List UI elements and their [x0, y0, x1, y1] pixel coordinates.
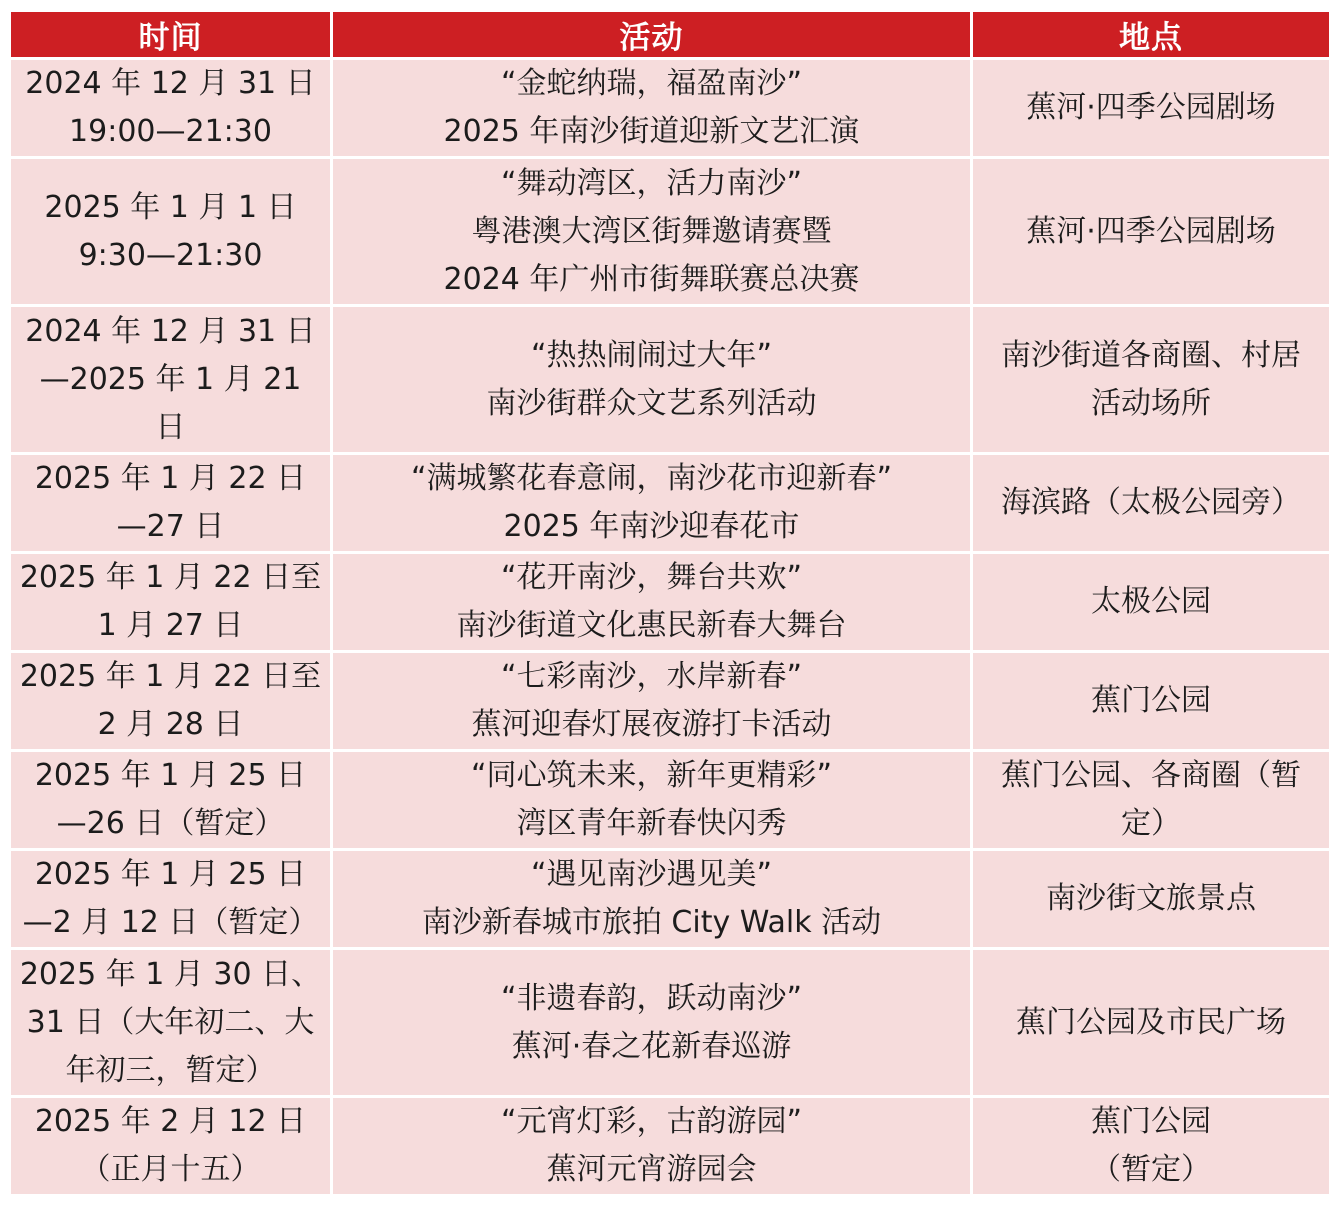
table-row	[10, 1097, 1331, 1196]
table-row	[10, 306, 1331, 454]
activity-text-line: 蕉河迎春灯展夜游打卡活动	[471, 707, 832, 742]
place-text-line: 海滨路（太极公园旁）	[1001, 485, 1301, 520]
activity-cell	[332, 553, 972, 652]
time-cell	[10, 306, 332, 454]
place-cell	[972, 553, 1331, 652]
activity-text-line: 粤港澳大湾区街舞邀请赛暨	[471, 213, 832, 249]
place-text-line: 南沙街道各商圈、村居	[1001, 337, 1301, 373]
table-row	[10, 158, 1331, 306]
activity-text-line: 湾区青年新春快闪秀	[516, 806, 787, 841]
activity-text-line: 2024 年广州市街舞联赛总决赛	[443, 261, 860, 297]
time-text-line: —2025 年 1 月 21	[39, 361, 302, 397]
header-row	[10, 11, 1331, 59]
place-text-line: 蕉河·四季公园剧场	[1026, 213, 1276, 249]
header-time: 时间	[10, 11, 332, 59]
time-text-line: 2025 年 1 月 1 日	[44, 189, 297, 225]
table-row	[10, 949, 1331, 1097]
activity-text-line: “非遗春韵，跃动南沙”	[500, 980, 803, 1016]
time-cell	[10, 1097, 332, 1196]
time-text-line: 2025 年 1 月 22 日至	[19, 560, 322, 595]
time-text-line: 2024 年 12 月 31 日	[25, 66, 316, 101]
place-text-line: 蕉门公园	[1091, 1104, 1211, 1139]
time-text-line: 1 月 27 日	[97, 608, 244, 643]
place-cell	[972, 306, 1331, 454]
time-text-line: 日	[155, 409, 186, 445]
place-text-line: 南沙街文旅景点	[1046, 881, 1256, 916]
place-cell	[972, 949, 1331, 1097]
time-cell	[10, 652, 332, 751]
table-body	[10, 59, 1331, 1196]
activity-text-line: “遇见南沙遇见美”	[530, 857, 773, 892]
place-text-line: 活动场所	[1091, 385, 1211, 421]
activity-text-line: 南沙街群众文艺系列活动	[486, 385, 817, 421]
activity-text-line: 2025 年南沙迎春花市	[503, 509, 800, 544]
time-text-line: 19:00—21:30	[69, 114, 272, 149]
header-activity: 活动	[332, 11, 972, 59]
time-cell	[10, 59, 332, 158]
place-cell	[972, 1097, 1331, 1196]
time-text-line: —2 月 12 日（暂定）	[22, 905, 319, 940]
time-text-line: —26 日（暂定）	[56, 806, 285, 841]
activity-text-line: 2025 年南沙街道迎新文艺汇演	[443, 114, 860, 149]
place-text-line: 蕉门公园、各商圈（暂	[1001, 758, 1301, 793]
time-text-line: （正月十五）	[80, 1152, 261, 1187]
time-text-line: 2025 年 1 月 22 日	[34, 461, 307, 496]
place-cell	[972, 59, 1331, 158]
place-cell	[972, 158, 1331, 306]
activity-cell	[332, 1097, 972, 1196]
table-row	[10, 751, 1331, 850]
time-text-line: 2 月 28 日	[97, 707, 244, 742]
time-text-line: 2025 年 2 月 12 日	[34, 1104, 307, 1139]
time-cell	[10, 553, 332, 652]
activity-text-line: 蕉河元宵游园会	[546, 1152, 757, 1187]
time-text-line: 2025 年 1 月 25 日	[34, 758, 307, 793]
time-cell	[10, 454, 332, 553]
activity-cell	[332, 949, 972, 1097]
activity-text-line: “舞动湾区，活力南沙”	[500, 165, 803, 201]
activity-text-line: 南沙新春城市旅拍 City Walk 活动	[421, 905, 882, 940]
time-cell	[10, 949, 332, 1097]
time-text-line: 2025 年 1 月 22 日至	[19, 659, 322, 694]
place-text-line: 定）	[1121, 806, 1181, 841]
time-cell	[10, 751, 332, 850]
place-text-line: 蕉门公园及市民广场	[1016, 1004, 1286, 1040]
activity-cell	[332, 59, 972, 158]
time-cell	[10, 158, 332, 306]
place-text-line: 蕉河·四季公园剧场	[1026, 90, 1276, 125]
place-cell	[972, 652, 1331, 751]
time-text-line: 2024 年 12 月 31 日	[25, 313, 316, 349]
time-text-line: 2025 年 1 月 25 日	[34, 857, 307, 892]
place-text-line: （暂定）	[1091, 1152, 1211, 1187]
activity-text-line: “金蛇纳瑞，福盈南沙”	[500, 66, 803, 101]
activity-cell	[332, 454, 972, 553]
place-text-line: 太极公园	[1091, 584, 1211, 619]
activity-cell	[332, 306, 972, 454]
activity-cell	[332, 751, 972, 850]
table-row	[10, 652, 1331, 751]
activity-text-line: 南沙街道文化惠民新春大舞台	[456, 608, 847, 643]
header-place: 地点	[972, 11, 1331, 59]
activity-text-line: “元宵灯彩，古韵游园”	[500, 1104, 803, 1139]
activity-cell	[332, 652, 972, 751]
place-cell	[972, 850, 1331, 949]
table-header	[10, 11, 1331, 59]
activity-text-line: “七彩南沙，水岸新春”	[500, 659, 803, 694]
activity-text-line: “热热闹闹过大年”	[530, 337, 773, 373]
place-text-line: 蕉门公园	[1091, 683, 1211, 718]
activity-text-line: “满城繁花春意闹，南沙花市迎新春”	[410, 461, 893, 496]
time-text-line: 9:30—21:30	[78, 237, 263, 273]
time-text-line: 年初三，暂定）	[65, 1052, 276, 1088]
activity-text-line: 蕉河·春之花新春巡游	[511, 1028, 792, 1064]
table-row	[10, 454, 1331, 553]
event-schedule-table	[8, 9, 1332, 1197]
time-cell	[10, 850, 332, 949]
time-text-line: —27 日	[116, 509, 225, 544]
time-text-line: 2025 年 1 月 30 日、	[19, 956, 322, 992]
time-text-line: 31 日（大年初二、大	[26, 1004, 315, 1040]
activity-cell	[332, 850, 972, 949]
place-cell	[972, 454, 1331, 553]
activity-text-line: “花开南沙，舞台共欢”	[500, 560, 803, 595]
table-row	[10, 553, 1331, 652]
activity-text-line: “同心筑未来，新年更精彩”	[470, 758, 833, 793]
activity-cell	[332, 158, 972, 306]
table-row	[10, 59, 1331, 158]
table-row	[10, 850, 1331, 949]
place-cell	[972, 751, 1331, 850]
